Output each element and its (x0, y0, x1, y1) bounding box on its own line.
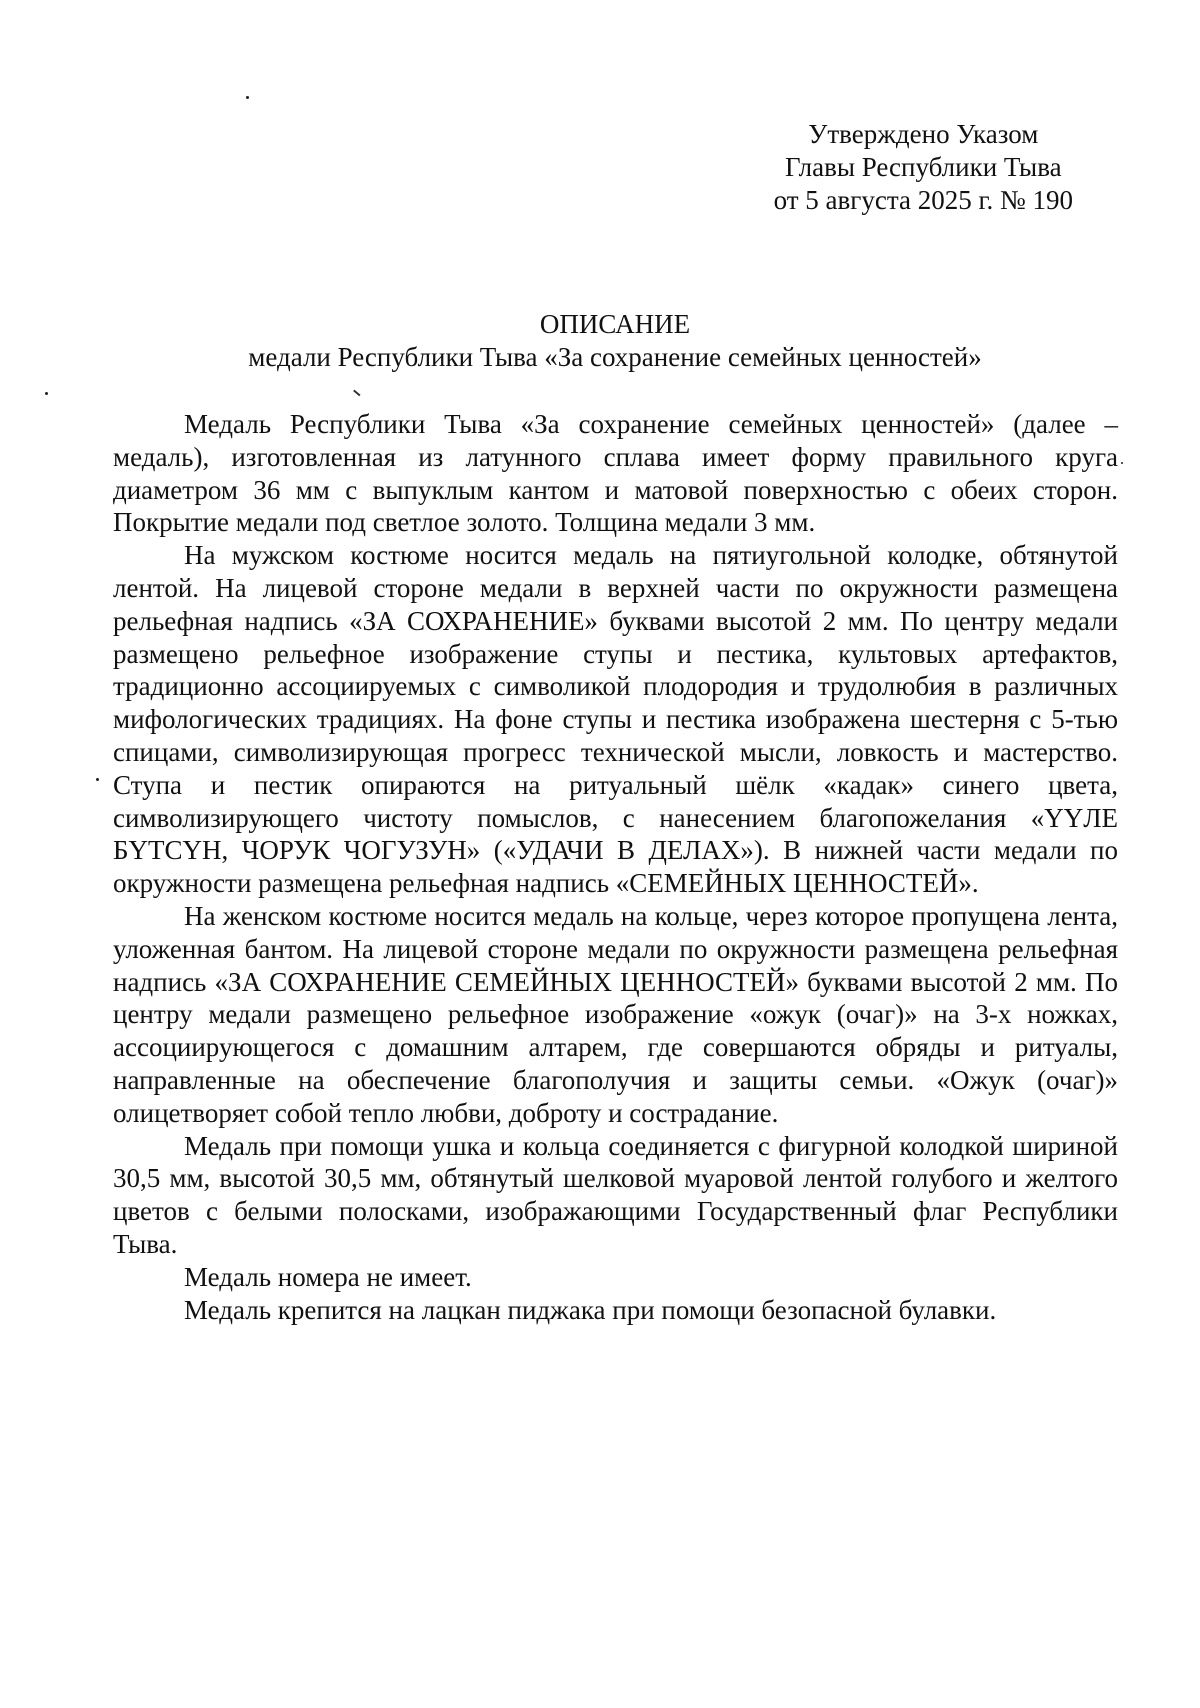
scan-speck (1121, 462, 1123, 464)
title-subtitle: медали Республики Тыва «За сохранение семейных ценностей» (248, 342, 982, 372)
paragraph-2: На мужском костюме носится медаль на пятиугольной колодке, обтянутой лентой. На лицевой стороне медали в верхней части по окружности размещена рельефная надпись «ЗА СОХРАНЕНИЕ» буквами высотой 2 мм. По центру медали размещено рельефное изображение ступы и пестика, культовых артефактов, традиционно ассоциируемых с символикой плодородия и трудолюбия в различных мифологических традициях. На фоне ступы и пестика изображена шестерня с 5-тью спицами, символизирующая прогресс технической мысли, ловкость и мастерство. Ступа и пестик опираются на ритуальный шёлк «кадак» синего цвета, символизирующего чистоту помыслов, с нанесением благопожелания «ҮҮЛЕ БҮТСҮН, ЧОРУК ЧОГУЗУН» («УДАЧИ В ДЕЛАХ»). В нижней части медали по окружности размещена рельефная надпись «СЕМЕЙНЫХ ЦЕННОСТЕЙ». (113, 540, 1118, 899)
scan-mark (353, 390, 360, 396)
approval-stamp (774, 118, 1073, 217)
approval-line-1: Утверждено Указом (808, 119, 1039, 149)
approval-line-3: от 5 августа 2025 г. № 190 (773, 185, 1073, 215)
title-heading: ОПИСАНИЕ (539, 309, 691, 339)
paragraph-6: Медаль крепится на лацкан пиджака при помощи безопасной булавки. (184, 1294, 997, 1325)
document-body (113, 408, 1118, 1326)
scan-speck (45, 392, 48, 395)
paragraph-4: Медаль при помощи ушка и кольца соединяется с фигурной колодкой шириной 30,5 мм, высотой 30,5 мм, обтянутый шелковой муаровой лентой голубого и желтого цветов с белыми полосками, изображающими Государственный флаг Республики Тыва. (113, 1130, 1118, 1259)
document-title (0, 308, 1200, 374)
approval-line-2: Главы Республики Тыва (785, 152, 1062, 182)
paragraph-3: На женском костюме носится медаль на кольце, через которое пропущена лента, уложенная бантом. На лицевой стороне медали по окружности размещена рельефная надпись «ЗА СОХРАНЕНИЕ СЕМЕЙНЫХ ЦЕННОСТЕЙ» буквами высотой 2 мм. По центру медали размещено рельефное изображение «ожук (очаг)» на 3-х ножках, ассоциирующегося с домашним алтарем, где совершаются обряды и ритуалы, направленные на обеспечение благополучия и защиты семьи. «Ожук (очаг)» олицетворяет собой тепло любви, доброту и сострадание. (113, 900, 1118, 1128)
scan-speck (96, 778, 99, 781)
scan-speck (246, 96, 249, 99)
paragraph-5: Медаль номера не имеет. (184, 1261, 472, 1292)
paragraph-1: Медаль Республики Тыва «За сохранение семейных ценностей» (далее – медаль), изготовленная из латунного сплава имеет форму правильного круга диаметром 36 мм с выпуклым кантом и матовой поверхностью с обеих сторон. Покрытие медали под светлое золото. Толщина медали 3 мм. (113, 409, 1118, 538)
